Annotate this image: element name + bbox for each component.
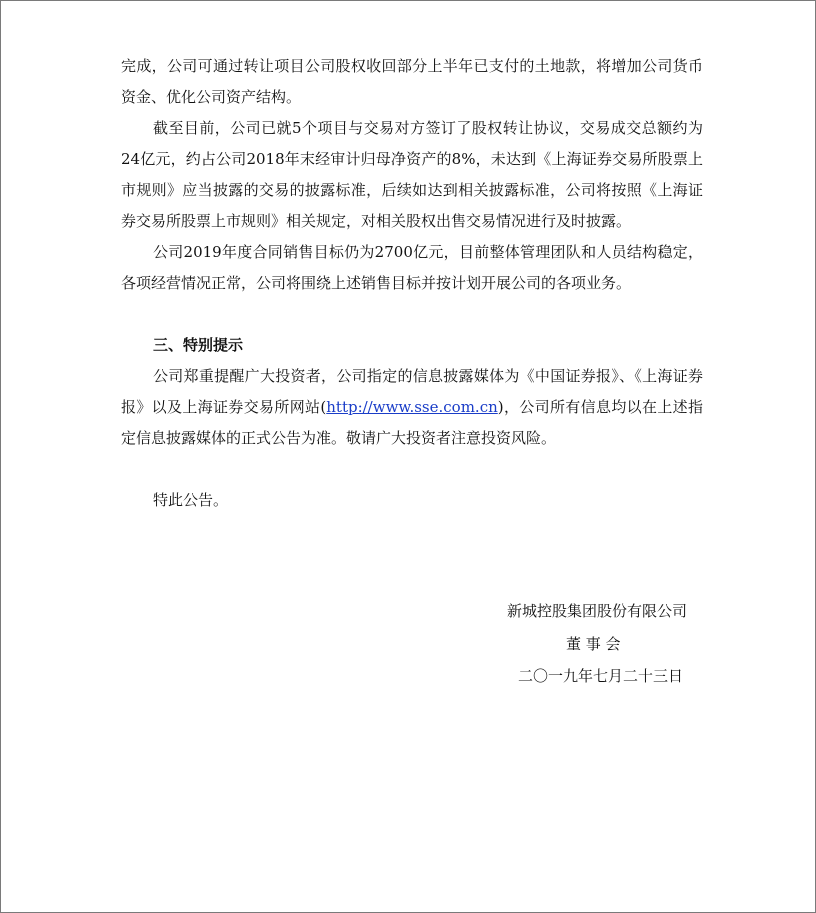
- spacer: [121, 454, 703, 485]
- notice-text-before-link: 公司郑重提醒广大投资者，公司指定的信息披露媒体为《中国证券报》、《上海证券报》以及上海证券交易所网站(: [121, 367, 703, 416]
- spacer: [121, 299, 703, 330]
- signature-board: 董 事 会: [566, 635, 621, 653]
- signature-date: 二〇一九年七月二十三日: [518, 667, 684, 685]
- document-body: [121, 51, 703, 516]
- paragraph-asset-structure: 完成，公司可通过转让项目公司股权收回部分上半年已支付的土地款，将增加公司货币资金、优化公司资产结构。: [121, 57, 703, 106]
- section-heading-special-notice: 三、特别提示: [153, 336, 244, 354]
- paragraph-investor-notice: [121, 361, 703, 454]
- paragraph-equity-transfer: 截至目前，公司已就5个项目与交易对方签订了股权转让协议，交易成交总额约为24亿元，约占公司2018年末经审计归母净资产的8%，未达到《上海证券交易所股票上市规则》应当披露的交易的披露标准，后续如达到相关披露标准，公司将按照《上海证券交易所股票上市规则》相关规定，对相关股权出售交易情况进行及时披露。: [121, 119, 703, 230]
- signature-company: 新城控股集团股份有限公司: [507, 602, 688, 620]
- sse-website-link[interactable]: http://www.sse.com.cn: [326, 398, 498, 416]
- closing-announcement: 特此公告。: [153, 491, 229, 509]
- notice-text-after-link: )，公司所有信息均以在上述指定信息披露媒体的正式公告为准。敬请广大投资者注意投资风险。: [121, 398, 704, 447]
- paragraph-sales-target: 公司2019年度合同销售目标仍为2700亿元，目前整体管理团队和人员结构稳定，各项经营情况正常，公司将围绕上述销售目标并按计划开展公司的各项业务。: [121, 243, 703, 292]
